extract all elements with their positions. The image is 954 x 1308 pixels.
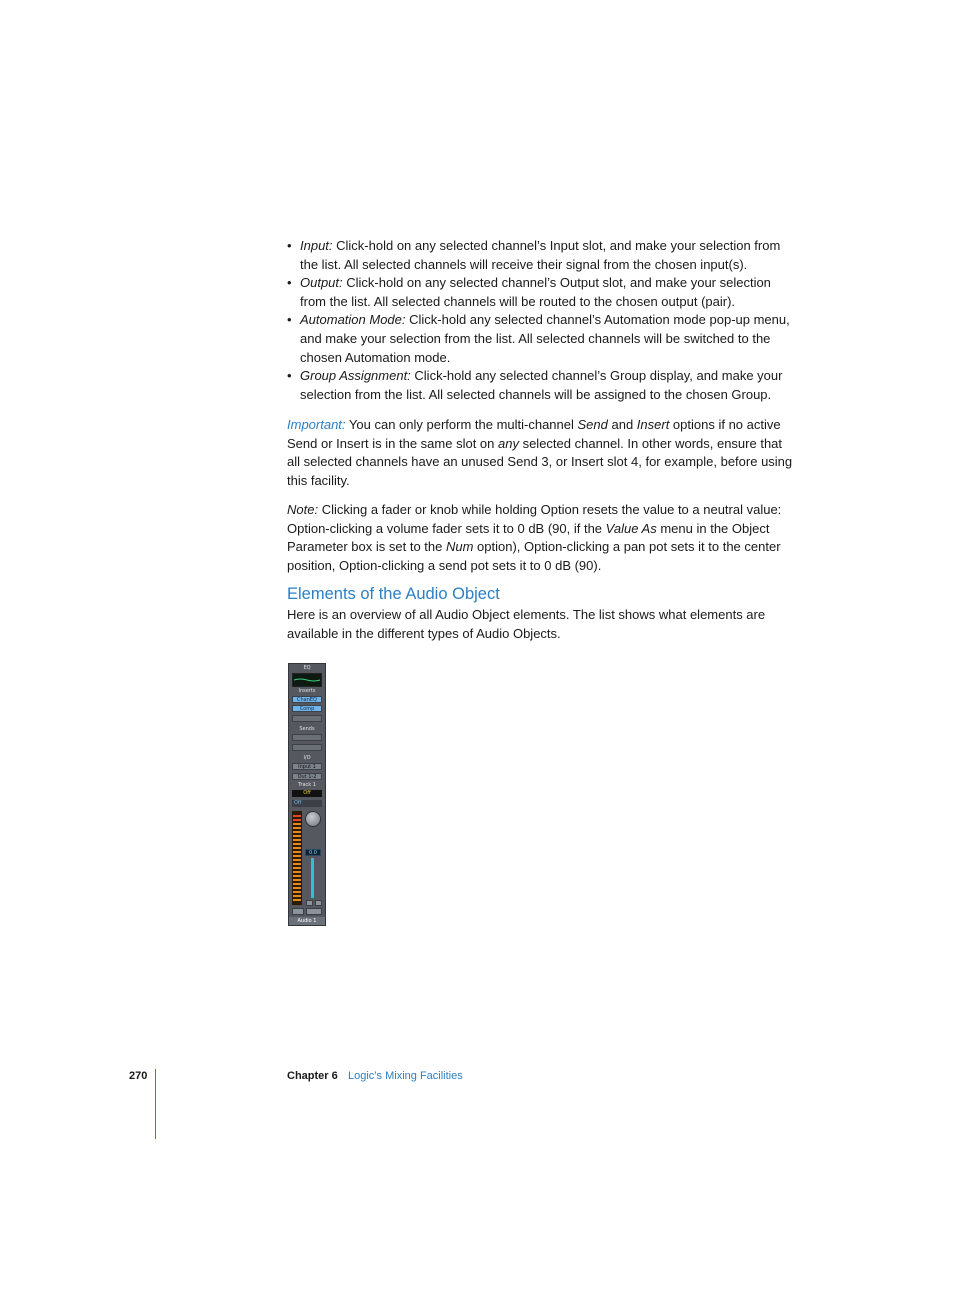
- audio-channel-strip: [288, 663, 326, 926]
- meter-segment: [293, 891, 301, 893]
- meter-segment: [293, 835, 301, 837]
- note-paragraph: Note: Clicking a fader or knob while holding Option resets the value to a neutral value: Option-clicking a volume fader sets it to 0 dB (90, if the Value As menu in the Object Parameter box is set to the Num option), Option-clicking a pan pot sets it to the center position, Option-clicking a send pot sets it to 0 dB (90).: [287, 502, 782, 573]
- meter-segment: [293, 847, 301, 849]
- meter-segment: [293, 871, 301, 873]
- important-paragraph: Important: You can only perform the multi-channel Send and Insert options if no active Send or Insert is in the same slot on any selected channel. In other words, ensure that all selected channels have an unused Send 3, or Insert slot 4, for example, before using this facility.: [287, 417, 793, 488]
- meter-segment: [293, 851, 301, 853]
- bullet-output: • Output: Click-hold on any selected channel’s Output slot, and make your selection from the list. All selected channels will be routed to the chosen output (pair).: [287, 274, 797, 311]
- bullet-group-assignment: • Group Assignment: Click-hold any selected channel’s Group display, and make your selection from the list. All selected channels will be assigned to the chosen Group.: [287, 367, 797, 404]
- input-monitor-button[interactable]: [306, 908, 322, 915]
- channel-name: Audio 1: [289, 917, 325, 925]
- meter-segment: [293, 815, 301, 817]
- io-label: I/O: [303, 755, 311, 761]
- track-label: Track 1: [298, 782, 316, 788]
- meter-segment: [293, 895, 301, 897]
- meter-segment: [293, 883, 301, 885]
- section-intro: Here is an overview of all Audio Object elements. The list shows what elements are available in the different types of Audio Objects.: [287, 607, 766, 641]
- meter-segment: [293, 863, 301, 865]
- footer-chapter: Chapter 6: [287, 1070, 338, 1082]
- insert-slot-3[interactable]: [292, 715, 322, 722]
- group-display[interactable]: Off: [292, 800, 322, 807]
- meter-segment: [293, 859, 301, 861]
- mute-button[interactable]: [306, 900, 313, 906]
- send-slot-2[interactable]: [292, 744, 322, 751]
- footer-chapter-title: Logic’s Mixing Facilities: [348, 1070, 463, 1082]
- meter-segment: [293, 827, 301, 829]
- solo-button[interactable]: [315, 900, 322, 906]
- level-meter: [292, 811, 302, 905]
- meter-segment: [293, 875, 301, 877]
- meter-segment: [293, 887, 301, 889]
- eq-curve-icon: [293, 674, 321, 686]
- footer-divider: [155, 1069, 156, 1139]
- eq-label: EQ: [303, 665, 311, 671]
- meter-segment: [293, 823, 301, 825]
- send-slot-1[interactable]: [292, 734, 322, 741]
- inserts-label: Inserts: [298, 688, 316, 694]
- eq-display[interactable]: [292, 673, 322, 687]
- meter-segment: [293, 879, 301, 881]
- volume-fader[interactable]: [311, 858, 314, 898]
- volume-readout: 0.0: [305, 849, 321, 856]
- meter-segment: [293, 867, 301, 869]
- record-button[interactable]: [292, 908, 304, 915]
- meter-segment: [293, 855, 301, 857]
- bullet-input: • Input: Click-hold on any selected channel’s Input slot, and make your selection from the list. All selected channels will receive their signal from the chosen input(s).: [287, 237, 797, 274]
- section-heading: Elements of the Audio Object: [287, 585, 500, 603]
- automation-mode-menu[interactable]: Off: [292, 790, 322, 797]
- bullet-list: [287, 237, 797, 404]
- meter-segment: [293, 819, 301, 821]
- page-number: 270: [129, 1070, 148, 1082]
- meter-segment: [293, 839, 301, 841]
- bullet-automation-mode: • Automation Mode: Click-hold any selected channel’s Automation mode pop-up menu, and make your selection from the list. All selected channels will be switched to the chosen Automation mode.: [287, 311, 797, 367]
- input-slot[interactable]: Input 1: [292, 763, 322, 770]
- pan-knob[interactable]: [305, 811, 321, 827]
- insert-slot-2[interactable]: Comp: [292, 705, 322, 712]
- output-slot[interactable]: Out 1-2: [292, 773, 322, 780]
- meter-segment: [293, 899, 301, 901]
- meter-segment: [293, 843, 301, 845]
- meter-segment: [293, 831, 301, 833]
- insert-slot-1[interactable]: ChanEQ: [292, 696, 322, 703]
- sends-label: Sends: [299, 726, 315, 732]
